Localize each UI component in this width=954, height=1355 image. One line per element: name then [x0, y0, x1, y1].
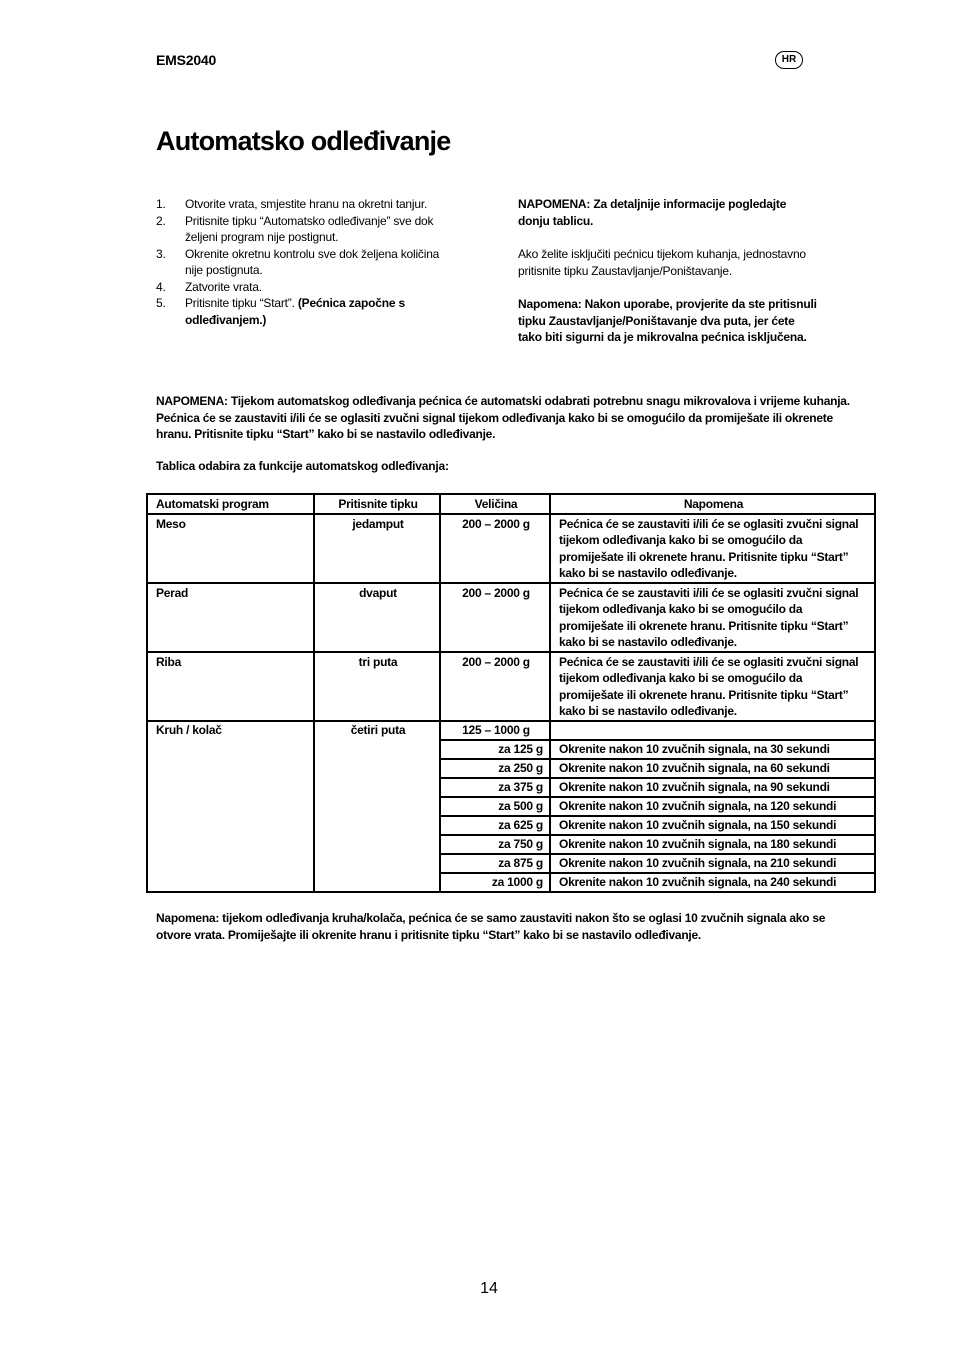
step-text: Otvorite vrata, smjestite hranu na okretni tanjur.: [185, 197, 428, 211]
table-row: [147, 514, 875, 583]
step-item: [156, 279, 456, 296]
step-text: Pritisnite tipku “Automatsko odleđivanje” sve dok željeni program nije postignut.: [185, 213, 434, 244]
note-cell: Okrenite nakon 10 zvučnih signala, na 210 sekundi: [550, 854, 875, 873]
size-cell: za 1000 g: [440, 873, 550, 892]
step-number: 5.: [156, 296, 166, 310]
table-header-row: [147, 494, 875, 514]
size-cell: za 375 g: [440, 778, 550, 797]
size-cell: za 750 g: [440, 835, 550, 854]
size-cell: za 625 g: [440, 816, 550, 835]
press-cell: tri puta: [314, 652, 440, 721]
step-number: 2.: [156, 213, 166, 228]
note-cell: Okrenite nakon 10 zvučnih signala, na 180 sekundi: [550, 835, 875, 854]
size-cell: 200 – 2000 g: [440, 514, 550, 583]
note-cell: Pećnica će se zaustaviti i/ili će se oglasiti zvučni signal tijekom odleđivanja kako bi se omogućilo da promiješate ili okrenete hranu. Pritisnite tipku “Start” kako bi se nastavilo odleđivanje.: [550, 583, 875, 652]
step-text: Pritisnite tipku “Start”.: [185, 296, 298, 310]
note-cell: Okrenite nakon 10 zvučnih signala, na 150 sekundi: [550, 816, 875, 835]
step-number: 3.: [156, 246, 166, 261]
table-row: [147, 583, 875, 652]
size-cell: za 125 g: [440, 740, 550, 759]
note-cell: Pećnica će se zaustaviti i/ili će se oglasiti zvučni signal tijekom odleđivanja kako bi se omogućilo da promiješate ili okrenete hranu. Pritisnite tipku “Start” kako bi se nastavilo odleđivanje.: [550, 652, 875, 721]
model-number: EMS2040: [156, 52, 217, 68]
table-reference-note: NAPOMENA: Za detaljnije informacije pogledajte donju tablicu.: [518, 197, 787, 228]
table-row: [147, 721, 875, 740]
note-cell: [550, 721, 875, 740]
right-column: [518, 196, 818, 363]
note-cell: Okrenite nakon 10 zvučnih signala, na 60 sekundi: [550, 759, 875, 778]
step-text-bold: (Pećnica započne s odleđivanjem.): [185, 296, 405, 327]
step-item: [156, 196, 456, 213]
program-cell: Perad: [147, 583, 314, 652]
after-use-note: Napomena: Nakon uporabe, provjerite da ste pritisnuli tipku Zaustavljanje/Poništavanje dva puta, jer ćete tako biti sigurni da je mikrovalna pećnica isključena.: [518, 297, 817, 344]
column-header: Napomena: [550, 494, 875, 514]
size-cell: 125 – 1000 g: [440, 721, 550, 740]
size-cell: za 500 g: [440, 797, 550, 816]
defrost-table: [146, 493, 876, 893]
note-cell: Okrenite nakon 10 zvučnih signala, na 120 sekundi: [550, 797, 875, 816]
step-number: 1.: [156, 197, 166, 211]
page-title: Automatsko odleđivanje: [156, 126, 451, 156]
step-item: [156, 295, 456, 328]
size-cell: za 250 g: [440, 759, 550, 778]
program-cell: Kruh / kolač: [147, 721, 314, 892]
press-cell: dvaput: [314, 583, 440, 652]
step-item: [156, 213, 456, 246]
column-header: Veličina: [440, 494, 550, 514]
size-cell: za 875 g: [440, 854, 550, 873]
column-header: Automatski program: [147, 494, 314, 514]
note-cell: Okrenite nakon 10 zvučnih signala, na 240 sekundi: [550, 873, 875, 892]
bread-defrost-note: Napomena: tijekom odleđivanja kruha/kolača, pećnica će se samo zaustaviti nakon što se oglasi 10 zvučnih signala ako se otvore vrata. Promiješajte ili okrenite hranu i pritisnite tipku “Start” kako bi se nastavilo odleđivanje.: [156, 911, 826, 942]
note-cell: Pećnica će se zaustaviti i/ili će se oglasiti zvučni signal tijekom odleđivanja kako bi se omogućilo da promiješate ili okrenete hranu. Pritisnite tipku “Start” kako bi se nastavilo odleđivanje.: [550, 514, 875, 583]
program-cell: Meso: [147, 514, 314, 583]
step-text: Okrenite okretnu kontrolu sve dok željena količina nije postignuta.: [185, 246, 440, 277]
cancel-instruction: Ako želite isključiti pećnicu tijekom kuhanja, jednostavno pritisnite tipku Zaustavljanje/Poništavanje.: [518, 247, 806, 278]
column-header: Pritisnite tipku: [314, 494, 440, 514]
auto-defrost-note: NAPOMENA: Tijekom automatskog odleđivanja pećnica će automatski odabrati potrebnu snagu mikrovalova i vrijeme kuhanja. Pećnica će se zaustaviti i/ili će se oglasiti zvučni signal tijekom odleđivanja kako bi se omogućilo da promiješate ili okrenete hranu. Pritisnite tipku “Start” kako bi se nastavilo odleđivanje.: [156, 394, 850, 441]
language-badge: HR: [775, 51, 803, 69]
size-cell: 200 – 2000 g: [440, 583, 550, 652]
instruction-steps: [156, 196, 456, 328]
table-caption: Tablica odabira za funkcije automatskog odleđivanja:: [156, 459, 449, 473]
note-cell: Okrenite nakon 10 zvučnih signala, na 90 sekundi: [550, 778, 875, 797]
note-cell: Okrenite nakon 10 zvučnih signala, na 30 sekundi: [550, 740, 875, 759]
size-cell: 200 – 2000 g: [440, 652, 550, 721]
page-number: 14: [480, 1280, 498, 1297]
table-row: [147, 652, 875, 721]
step-text: Zatvorite vrata.: [185, 279, 262, 294]
press-cell: četiri puta: [314, 721, 440, 892]
step-item: [156, 246, 456, 279]
press-cell: jedamput: [314, 514, 440, 583]
step-number: 4.: [156, 279, 166, 294]
program-cell: Riba: [147, 652, 314, 721]
